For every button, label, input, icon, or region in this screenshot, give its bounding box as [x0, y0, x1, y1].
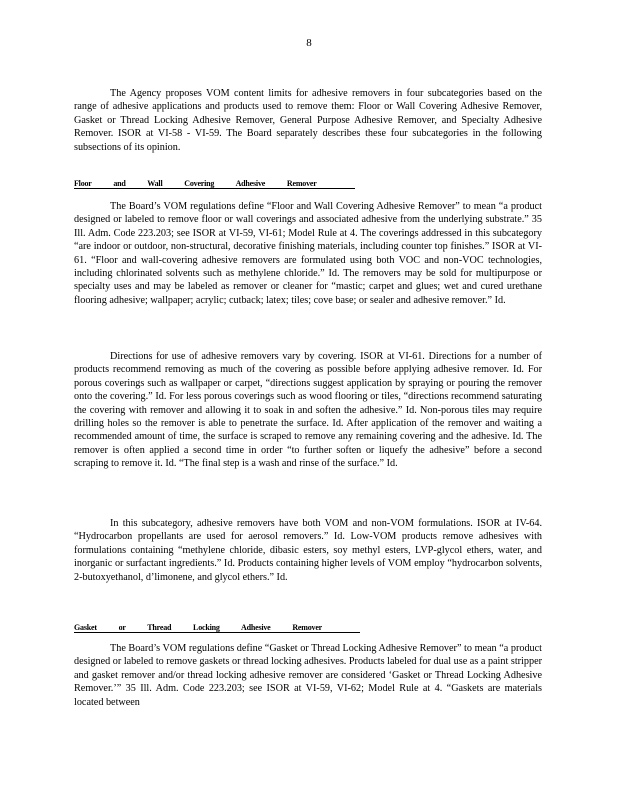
floor-formulations-paragraph: In this subcategory, adhesive removers have both VOM and non-VOM formulations. ISOR at IV-64. “Hydrocarbon propellants are used for aerosol removers.” Id. Low-VOM products remove adhesives with formulations containing “methylene chloride, dibasic esters, soy methyl esters, LVP-glycol ethers, water, and inorganic or surfactant ingredients.” Id. Products containing higher levels of VOM employ “hydrocarbon solvents, 2-butoxyethanol, d’limonene, and glycol ethers.” Id.	[74, 518, 542, 583]
floor-definition-paragraph: The Board’s VOM regulations define “Floor and Wall Covering Adhesive Remover” to mean “a product designed or labeled to remove floor or wall coverings and associated adhesive from the underlying substrate.” 35 Ill. Adm. Code 223.203; see ISOR at VI-59, VI-61; Model Rule at 4. The coverings addressed in this subcategory “are indoor or outdoor, non-structural, decorative finishing materials, including counter top finishes.” ISOR at VI-61. “Floor and wall-covering adhesive removers are formulated using both VOC and non-VOC technologies, including chlorinated solvents such as methylene chloride.” Id. The removers may be sold for multipurpose or specialty uses and may be labeled as remover or cleaner for “mastic; carpet and glues; wet and cured urethane flooring adhesive; wallpaper; acrylic; cutback; latex; tiles; cove base; or sealer and adhesive remover.” Id.	[74, 201, 542, 306]
gasket-heading-block	[74, 617, 542, 635]
floor-directions-paragraph: Directions for use of adhesive removers vary by covering. ISOR at VI-61. Directions for a number of products recommend removing as much of the covering as possible before applying adhesive remover. Id. For porous coverings such as wallpaper or carpet, “directions suggest application by spraying or pouring the remover onto the covering.” Id. For less porous coverings such as wood flooring or tiles, “directions recommend saturating the covering with remover and allowing it to soak in and soften the adhesive.” Id. Non-porous tiles may require drilling holes so the remover is able to penetrate the surface. Id. After application of the remover and waiting a recommended amount of time, the surface is scraped to remove any remaining covering and the adhesive. Id. The remover is often applied a second time in order “to further soften or liquefy the adhesive” before a second scraping to remove it. Id. “The final step is a wash and rinse of the surface.” Id.	[74, 351, 542, 470]
section-heading-gasket: Gasket or Thread Locking Adhesive Remover	[74, 623, 360, 633]
floor-directions-block	[74, 350, 542, 471]
gasket-definition-block	[74, 642, 542, 709]
floor-formulations-block	[74, 517, 542, 584]
page-number: 8	[306, 37, 312, 49]
floor-heading-block	[74, 173, 542, 191]
floor-definition-block	[74, 200, 542, 307]
section-heading-floor: Floor and Wall Covering Adhesive Remover	[74, 179, 355, 189]
gasket-definition-paragraph: The Board’s VOM regulations define “Gasket or Thread Locking Adhesive Remover” to mean “a product designed or labeled to remove gaskets or thread locking adhesives. Products labeled for dual use as a paint stripper and gasket remover and/or thread locking adhesive remover are considered ‘Gasket or Thread Locking Adhesive Remover.’” 35 Ill. Adm. Code 223.203; see ISOR at VI-59, VI-62; Model Rule at 4. “Gaskets are materials located between	[74, 643, 542, 708]
intro-paragraph: The Agency proposes VOM content limits for adhesive removers in four subcategories based on the range of adhesive applications and products used to remove them: Floor or Wall Covering Adhesive Remover, Gasket or Thread Locking Adhesive Remover, General Purpose Adhesive Remover, and Specialty Adhesive Remover. ISOR at VI-58 - VI-59. The Board separately describes these four subcategories in the following subsections of its opinion.	[74, 88, 542, 153]
intro-paragraph-block	[74, 87, 542, 154]
